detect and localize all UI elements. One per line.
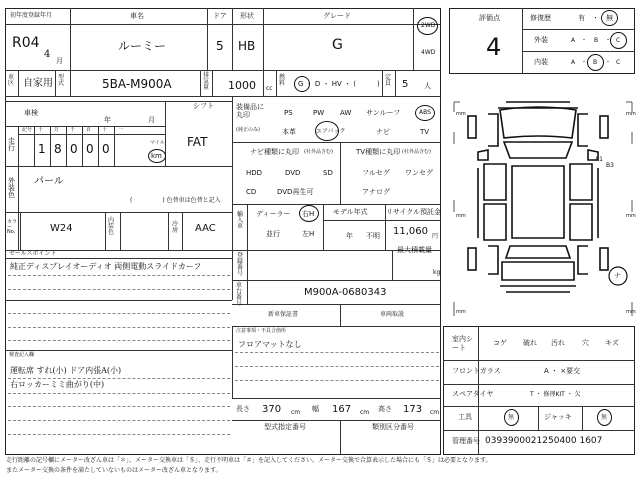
mgmt-value: 0393900021250400 1607 (485, 436, 603, 446)
exterior-color-note: ( ) 色替車は色替と記入 (130, 197, 221, 204)
grade-value: G (332, 37, 343, 53)
tv-label: TV種類に丸印 (356, 148, 401, 156)
seat-label: 室内シート (452, 335, 473, 353)
inspector-line1: 運転席 すれ(小) ドア内張A(小) (10, 366, 122, 375)
exterior-label: 外装色 (8, 177, 15, 199)
damage-mark-a1: A1 (595, 156, 603, 163)
digit-header: 百 (86, 127, 92, 133)
shaken-label: 車検 (24, 109, 38, 117)
import-dealer: ディーラー (256, 210, 291, 218)
seat-yogore: 汚れ (551, 339, 565, 347)
tv-sub: (社外品含む) (402, 149, 431, 155)
month-unit: 月 (56, 57, 63, 65)
int-c: C (616, 59, 621, 66)
doors-label: ドア (213, 12, 227, 20)
mileage-digit: 0 (86, 142, 94, 156)
recycle-value: 11,060 (393, 226, 428, 237)
equip-leather: 本革 (282, 128, 296, 136)
diagram-mm-5: mm (456, 309, 466, 315)
car-damage-diagram (448, 88, 638, 324)
navi-dvd-play: DVD再生可 (277, 188, 314, 196)
height-unit: cm (430, 409, 440, 416)
reg-no-label: 登録番号 (237, 252, 244, 277)
capacity-label: 定員 (385, 74, 392, 87)
max-load-label: 最大積載量 (397, 246, 432, 254)
repair-yes: 有 (578, 14, 585, 22)
notes-label: 注意事項・不具合箇所 (236, 328, 287, 334)
damage-mark-b3: B3 (606, 162, 614, 169)
drive-2wd: 2WD (421, 22, 436, 29)
kubun-label: 車区 (8, 74, 15, 87)
mileage-digit: 0 (70, 142, 78, 156)
equip-aw: AW (340, 109, 352, 117)
diagram-mm-1: mm (456, 111, 466, 117)
displacement-label: 排気量 (203, 72, 210, 91)
navi-label: ナビ種類に丸印 (250, 148, 299, 156)
aircon-label: 冷房 (172, 221, 179, 234)
seat-kizu: キズ (605, 339, 619, 347)
mileage-digit: 0 (102, 142, 110, 156)
car-name-label: 車名 (130, 12, 144, 20)
repair-label: 修復歴 (530, 14, 551, 22)
tv-oneseg: ワンセグ (405, 169, 433, 177)
seat-yabure: 破れ (523, 339, 537, 347)
repair-dot: ・ (592, 14, 599, 22)
length-label: 長さ (236, 405, 250, 413)
ext-dot2: ・ (605, 37, 612, 44)
height-label: 高さ (378, 405, 392, 413)
spare-label: スペアタイヤ (452, 390, 494, 398)
eval-label: 評価点 (479, 14, 500, 22)
chassis-value: M900A-0680343 (304, 287, 387, 298)
grade-label: グレード (323, 12, 351, 20)
mgmt-label: 管理番号 (452, 437, 480, 445)
fuel-options: G ・ D ・ HV ・ ( ) (298, 80, 380, 88)
navi-hdd: HDD (246, 169, 263, 177)
eval-interior-label: 内装 (534, 58, 548, 66)
sales-label: セールスポイント (9, 250, 57, 257)
capacity-unit: 人 (424, 82, 431, 90)
first-reg-label: 初年度登録年月 (10, 12, 53, 19)
int-dot2: ・ (605, 59, 612, 66)
fuel-label: 燃料 (279, 74, 286, 87)
type-no-label: 型式指定番号 (264, 423, 306, 431)
equipment-label: 装備品に丸印 (236, 103, 264, 119)
int-a: A (571, 59, 576, 66)
first-reg-value: R04 (12, 35, 40, 51)
color-no-value: W24 (50, 223, 73, 234)
width-label: 幅 (312, 405, 319, 413)
equip-sunroof: サンルーフ (366, 109, 401, 117)
tools-label: 工具 (458, 413, 472, 421)
eval-exterior-label: 外装 (534, 36, 548, 44)
equip-pw: PW (313, 109, 325, 117)
length-unit: cm (291, 409, 301, 416)
shaken-month-label: 月 (148, 116, 155, 124)
diagram-mm-3: mm (456, 213, 466, 219)
glass-label: フロントガラス (452, 367, 501, 375)
drive-4wd: 4WD (421, 49, 436, 56)
chassis-label: 車台番号 (236, 282, 243, 307)
recycle-label: リサイクル預託金 (386, 208, 442, 216)
spare-options: T ・ 修理KIT ・ 欠 (530, 391, 581, 398)
diagram-nashi: ナ (614, 272, 621, 280)
equip-abs: ABS (419, 109, 431, 116)
footer-line2: またメーター交換の条件を満たしていないものはメーター改ざん車となります。 (6, 467, 222, 474)
diagram-mm-4: mm (626, 213, 636, 219)
glass-options: A ・ ×要交 (544, 367, 581, 375)
ext-a: A (571, 37, 576, 44)
navi-sd: SD (323, 169, 333, 177)
digit-header: 十 (102, 127, 108, 133)
seat-koge: コゲ (493, 339, 507, 347)
import-left-h: 左H (302, 230, 315, 238)
jack-label: ジャッキ (544, 413, 572, 421)
seat-ana: 穴 (582, 339, 589, 347)
km-unit: km (151, 152, 162, 160)
width-unit: cm (360, 409, 370, 416)
usage-value: 自家用 (23, 78, 53, 89)
footer-line1: 走行距離の記号欄にメーター改ざん車は「＊」、メーター交換車は「＄」、走行不明車は「＃」を記入してください。メーター交換で合算表示した場合にも「＄」は必要となります。 (6, 457, 492, 464)
model-year-unit: 年 (346, 232, 353, 240)
shape-value: HB (238, 39, 256, 53)
ext-b: B (594, 37, 599, 44)
import-right-h: 右H (302, 210, 315, 218)
exterior-color-value: パール (34, 176, 64, 187)
warranty-label: 新車保証書 (268, 311, 299, 318)
digit-header: 万 (54, 127, 60, 133)
car-name-value: ルーミー (118, 39, 167, 53)
equip-airbag: エアバック (316, 128, 346, 135)
inspector-label: 検査記入欄 (9, 352, 35, 358)
class-no-label: 類別区分番号 (372, 423, 414, 431)
interior-label: 内装色 (108, 217, 115, 236)
doors-value: 5 (216, 39, 224, 53)
ext-dot1: ・ (581, 37, 588, 44)
mile-unit: マイル (150, 140, 165, 146)
import-label: 輸入車 (237, 211, 244, 230)
digit-header: 十 (38, 127, 44, 133)
navi-cd: CD (246, 188, 257, 196)
int-dot1: ・ (581, 59, 588, 66)
height-value: 173 (403, 404, 423, 415)
tv-analog: アナログ (362, 188, 390, 196)
eval-value: 4 (486, 33, 502, 61)
displacement-value: 1000 (228, 79, 256, 92)
equip-ps: PS (284, 109, 293, 117)
int-b: B (593, 59, 598, 66)
diagram-mm-2: mm (626, 111, 636, 117)
mileage-digit: 8 (54, 142, 62, 156)
model-value: 5BA-M900A (102, 77, 172, 91)
mileage-label: 走行 (8, 137, 15, 152)
mileage-digit: 1 (38, 142, 46, 156)
equipment-sublabel: (純正のみ) (236, 127, 260, 133)
tools-value: 無 (508, 414, 515, 421)
repair-none: 無 (606, 14, 613, 22)
digit-header: 一 (118, 127, 124, 133)
tv-fullseg: フルセグ (362, 169, 390, 177)
width-value: 167 (332, 404, 352, 415)
equip-navi: ナビ (376, 128, 390, 136)
diagram-mm-6: mm (626, 309, 636, 315)
sales-text: 純正ディスプレイオーディオ 両側電動スライドカーフ (10, 262, 202, 271)
shape-label: 形状 (240, 12, 254, 20)
recycle-yen: 円 (432, 233, 439, 240)
color-no-label: カラーNo. (7, 219, 18, 235)
ext-c: C (616, 37, 621, 44)
manual-label: 車両取説 (380, 311, 405, 318)
shaken-year-label: 年 (104, 116, 111, 124)
notes-text: フロアマットなし (238, 340, 302, 349)
first-reg-month: 4 (44, 49, 51, 60)
jack-value: 無 (601, 414, 608, 421)
navi-dvd: DVD (285, 169, 301, 177)
aircon-value: AAC (195, 223, 216, 234)
capacity-value: 5 (402, 79, 409, 90)
equip-tv: TV (420, 128, 430, 136)
shift-label: シフト (193, 102, 214, 110)
model-year-label: モデル年式 (333, 208, 368, 216)
digit-header: 記号 (22, 127, 33, 133)
model-label: 型式 (58, 74, 65, 87)
inspector-line2: 右ロッカーミミ曲がり(中) (10, 380, 105, 389)
max-load-unit: kg (433, 269, 441, 276)
length-value: 370 (262, 404, 282, 415)
import-parallel: 並行 (266, 230, 280, 238)
shift-value: FAT (187, 135, 208, 149)
digit-header: 千 (70, 127, 76, 133)
model-year-unknown: 不明 (366, 232, 380, 240)
displacement-unit: cc (266, 85, 273, 92)
navi-sub: (社外品含む) (304, 149, 333, 155)
